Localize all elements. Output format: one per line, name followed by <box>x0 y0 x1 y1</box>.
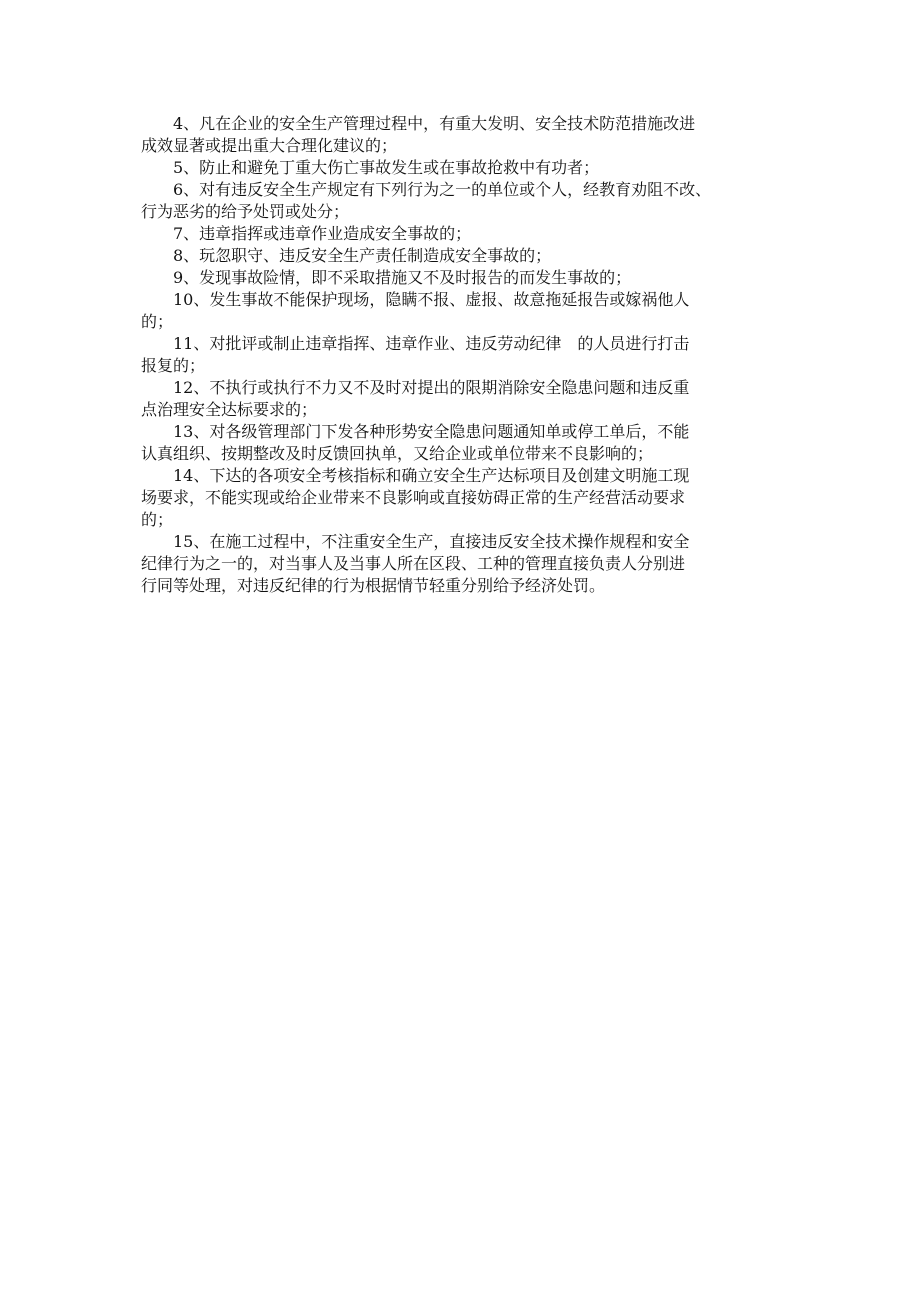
paragraph-line: 14、下达的各项安全考核指标和确立安全生产达标项目及创建文明施工现 <box>173 466 690 485</box>
paragraph-8 <box>141 245 791 267</box>
paragraph-line: 行为恶劣的给予处罚或处分； <box>141 202 350 221</box>
paragraph-6 <box>141 179 791 223</box>
paragraph-line: 6、对有违反安全生产规定有下列行为之一的单位或个人，经教育劝阻不改、 <box>173 180 712 199</box>
paragraph-line: 12、不执行或执行不力又不及时对提出的限期消除安全隐患问题和违反重 <box>173 378 690 397</box>
paragraph-12 <box>141 377 791 421</box>
paragraph-line: 的； <box>141 312 174 331</box>
paragraph-line: 9、发现事故险情，即不采取措施又不及时报告的而发生事故的； <box>173 268 632 287</box>
paragraph-line: 的； <box>141 510 174 529</box>
paragraph-line: 认真组织、按期整改及时反馈回执单，又给企业或单位带来不良影响的； <box>141 444 654 463</box>
paragraph-5 <box>141 157 791 179</box>
document-body <box>141 113 791 597</box>
paragraph-line: 行同等处理，对违反纪律的行为根据情节轻重分别给予经济处罚。 <box>141 576 606 595</box>
paragraph-line: 纪律行为之一的，对当事人及当事人所在区段、工种的管理直接负责人分别进 <box>141 554 686 573</box>
paragraph-line: 报复的； <box>141 356 206 375</box>
paragraph-14 <box>141 465 791 531</box>
paragraph-line: 4、凡在企业的安全生产管理过程中，有重大发明、安全技术防范措施改进 <box>173 114 696 133</box>
paragraph-line: 场要求，不能实现或给企业带来不良影响或直接妨碍正常的生产经营活动要求 <box>141 488 686 507</box>
paragraph-line: 点治理安全达标要求的； <box>141 400 318 419</box>
paragraph-11 <box>141 333 791 377</box>
paragraph-15 <box>141 531 791 597</box>
paragraph-line: 成效显著或提出重大合理化建议的； <box>141 136 398 155</box>
paragraph-7 <box>141 223 791 245</box>
paragraph-line: 5、防止和避免丁重大伤亡事故发生或在事故抢救中有功者； <box>173 158 600 177</box>
paragraph-13 <box>141 421 791 465</box>
paragraph-9 <box>141 267 791 289</box>
paragraph-line: 13、对各级管理部门下发各种形势安全隐患问题通知单或停工单后，不能 <box>173 422 690 441</box>
paragraph-10 <box>141 289 791 333</box>
paragraph-line: 10、发生事故不能保护现场，隐瞒不报、虚报、故意拖延报告或嫁祸他人 <box>173 290 690 309</box>
paragraph-line: 8、玩忽职守、违反安全生产责任制造成安全事故的； <box>173 246 552 265</box>
paragraph-4 <box>141 113 791 157</box>
paragraph-line: 15、在施工过程中，不注重安全生产，直接违反安全技术操作规程和安全 <box>173 532 690 551</box>
paragraph-line: 7、违章指挥或违章作业造成安全事故的； <box>173 224 472 243</box>
paragraph-line: 11、对批评或制止违章指挥、违章作业、违反劳动纪律 的人员进行打击 <box>173 334 690 353</box>
